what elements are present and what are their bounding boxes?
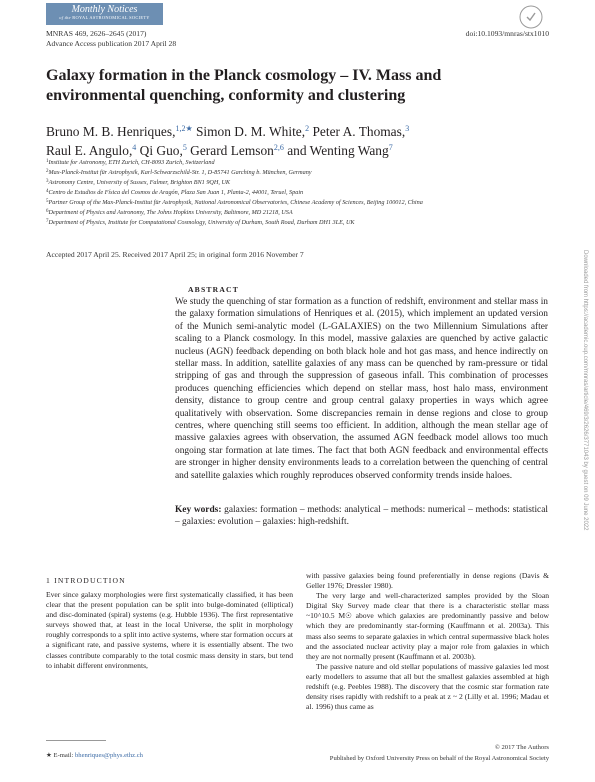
author-list xyxy=(46,121,546,159)
author-name: Bruno M. B. Henriques, xyxy=(46,124,176,139)
affiliation xyxy=(46,177,566,187)
affiliation-number: 1 xyxy=(46,159,49,164)
affiliation-text: Max-Planck-Institut für Astrophysik, Karl-Schwarzschild-Str. 1, D-85741 Garching b. München, Germany xyxy=(48,169,312,176)
doi-link[interactable]: doi:10.1093/mnras/stx1010 xyxy=(465,29,549,38)
affiliation-number: 6 xyxy=(46,209,49,214)
advance-access: Advance Access publication 2017 April 28 xyxy=(46,39,177,48)
author-name: and Wenting Wang xyxy=(287,142,389,158)
logo-line2 xyxy=(46,15,163,21)
abstract-heading: ABSTRACT xyxy=(188,285,239,294)
logo-of: of the xyxy=(59,15,71,20)
affiliation xyxy=(46,207,566,217)
author-affil-ref[interactable]: 2,6 xyxy=(273,142,284,152)
affiliation-text: Department of Physics, Institute for Computational Cosmology, University of Durham, South Road, Durham DH1 3LE, UK xyxy=(48,219,355,226)
publisher-line: Published by Oxford University Press on behalf of the Royal Astronomical Society xyxy=(329,755,549,762)
accepted-dates: Accepted 2017 April 25. Received 2017 April 25; in original form 2016 November 7 xyxy=(46,250,304,259)
section-heading: 1 INTRODUCTION xyxy=(46,576,126,585)
intro-paragraph: The very large and well-characterized samples provided by the Sloan Digital Sky Survey made clear that there is a characteristic stellar mass ~10^10.5 M☉ above which galaxies are predominantly passive and below which they are predominantly star-forming (Kauffmann et al. 2003a). This mass also seems to separate galaxies in which central supermassive black holes and the associated nuclear activity play a major role from galaxies in which they are not normally present (Kauffmann et al. 2003b). xyxy=(306,591,549,661)
footnote-rule xyxy=(46,740,106,741)
affiliation-number: 2 xyxy=(46,169,49,174)
affiliations xyxy=(46,157,566,227)
author-affil-ref[interactable]: 1,2★ xyxy=(175,124,193,133)
email-link[interactable]: bhenriques@phys.ethz.ch xyxy=(75,752,143,759)
keywords xyxy=(175,504,548,529)
download-sidebar xyxy=(568,0,595,782)
open-access-badge-icon[interactable] xyxy=(518,4,544,30)
affiliation-number: 5 xyxy=(46,199,49,204)
affiliation-text: Department of Physics and Astronomy, The Johns Hopkins University, Baltimore, MD 21218, USA xyxy=(48,209,293,216)
intro-column-left: Ever since galaxy morphologies were first systematically classified, it has been clear that the present population can be split into bulge-dominated (elliptical) and disc-dominated (spiral) systems (e.g. Hubble 1936). The first representative surveys showed that, at least in the local Universe, the split in morphology roughly corresponds to a split into active systems, where star formation occurs at a significant rate, and passive systems, where it is essentially absent. The two classes contribute comparably to the total cosmic mass density in stars, but tend to inhabit different environments, xyxy=(46,590,293,670)
affiliation-text: Institute for Astronomy, ETH Zurich, CH-8093 Zurich, Switzerland xyxy=(48,159,215,166)
copyright: © 2017 The Authors xyxy=(494,744,549,751)
author-affil-ref[interactable]: 4 xyxy=(132,142,137,152)
journal-logo xyxy=(46,3,163,25)
author-name: Simon D. M. White, xyxy=(195,124,306,139)
keywords-label: Key words: xyxy=(175,505,222,515)
intro-paragraph: The passive nature and old stellar populations of massive galaxies led most early modellers to assume that all but the smallest galaxies assembled at high redshift (e.g. Peebles 1988). The discovery that the cosmic star formation rate density rises rapidly with redshift to a peak at z ~ 2 (Lilly et al. 1996; Madau et al. 1996) thus came as xyxy=(306,661,549,712)
download-notice[interactable]: Downloaded from https://academic.oup.com/mnras/article/469/3/2626/3771043 by guest on 09 June 2022 xyxy=(582,250,588,531)
intro-column-right xyxy=(306,571,549,712)
affiliation xyxy=(46,187,566,197)
affiliation xyxy=(46,217,566,227)
intro-paragraph: with passive galaxies being found preferentially in dense regions (Davis & Geller 1976; Dressler 1980). xyxy=(306,571,549,591)
author-name: Peter A. Thomas, xyxy=(312,124,406,139)
author-affil-ref[interactable]: 5 xyxy=(182,142,187,152)
logo-society: ROYAL ASTRONOMICAL SOCIETY xyxy=(72,15,150,20)
affiliation xyxy=(46,157,566,167)
affiliation-number: 4 xyxy=(46,189,49,194)
affiliation-text: Centro de Estudios de Física del Cosmos de Aragón, Plaza San Juan 1, Planta-2, 44001, Teruel, Spain xyxy=(48,189,304,196)
email-label: ★ E-mail: xyxy=(46,752,74,759)
author-affil-ref[interactable]: 7 xyxy=(388,142,393,152)
affiliation-number: 7 xyxy=(46,219,49,224)
author-name: Raul E. Angulo, xyxy=(46,142,133,158)
author-affil-ref[interactable]: 3 xyxy=(405,124,410,133)
affiliation-number: 3 xyxy=(46,179,49,184)
affiliation-text: Astronomy Centre, University of Sussex, Falmer, Brighton BN1 9QH, UK xyxy=(48,179,231,186)
author-name: Qi Guo, xyxy=(139,142,183,158)
logo-line1: Monthly Notices xyxy=(71,4,138,15)
author-affil-ref[interactable]: 2 xyxy=(305,124,310,133)
journal-citation: MNRAS 469, 2626–2645 (2017) xyxy=(46,29,147,38)
affiliation-text: Partner Group of the Max-Planck-Institut für Astrophysik, National Astronomical Observatories, Chinese Academy of Sciences, Beijing 100012, China xyxy=(48,199,423,206)
footnote-email xyxy=(46,751,143,759)
affiliation xyxy=(46,197,566,207)
affiliation xyxy=(46,167,566,177)
paper-title: Galaxy formation in the Planck cosmology – IV. Mass and environmental quenching, conformity and clustering xyxy=(46,67,442,104)
abstract-text: We study the quenching of star formation as a function of redshift, environment and stellar mass in the galaxy formation simulations of Henriques et al. (2015), which implement an updated version of the Munich semi-analytic model (L-GALAXIES) on the two Millennium Simulations after scaling to a Planck cosmology. In this model, massive galaxies are quenched by active galactic nucleus (AGN) feedback depending on both black hole and hot gas mass, and hence indirectly on stellar mass. In addition, satellite galaxies of any mass can be quenched by ram-pressure or tidal stripping of gas and through the suppression of gaseous infall. This combination of processes produces quenching efficiencies which depend on stellar mass, host halo mass, environment density, distance to group centre and group central galaxy properties in ways which agree qualitatively with observation. Some discrepancies remain in dense regions and close to group centres, where quenching still seems too efficient. In addition, although the mean stellar age of massive galaxies agrees with observation, the assumed AGN feedback model allows too much ongoing star formation at late times. The fact that both AGN feedback and environmental effects are stronger in higher density environments leads to a correlation between the quenching of central and satellite galaxies which roughly reproduces observed conformity trends inside haloes. xyxy=(175,297,548,481)
author-name: Gerard Lemson xyxy=(190,142,274,158)
keywords-text: galaxies: formation – methods: analytical – methods: numerical – methods: statistical – galaxies: evolution – galaxies: high-redshift. xyxy=(175,505,548,528)
